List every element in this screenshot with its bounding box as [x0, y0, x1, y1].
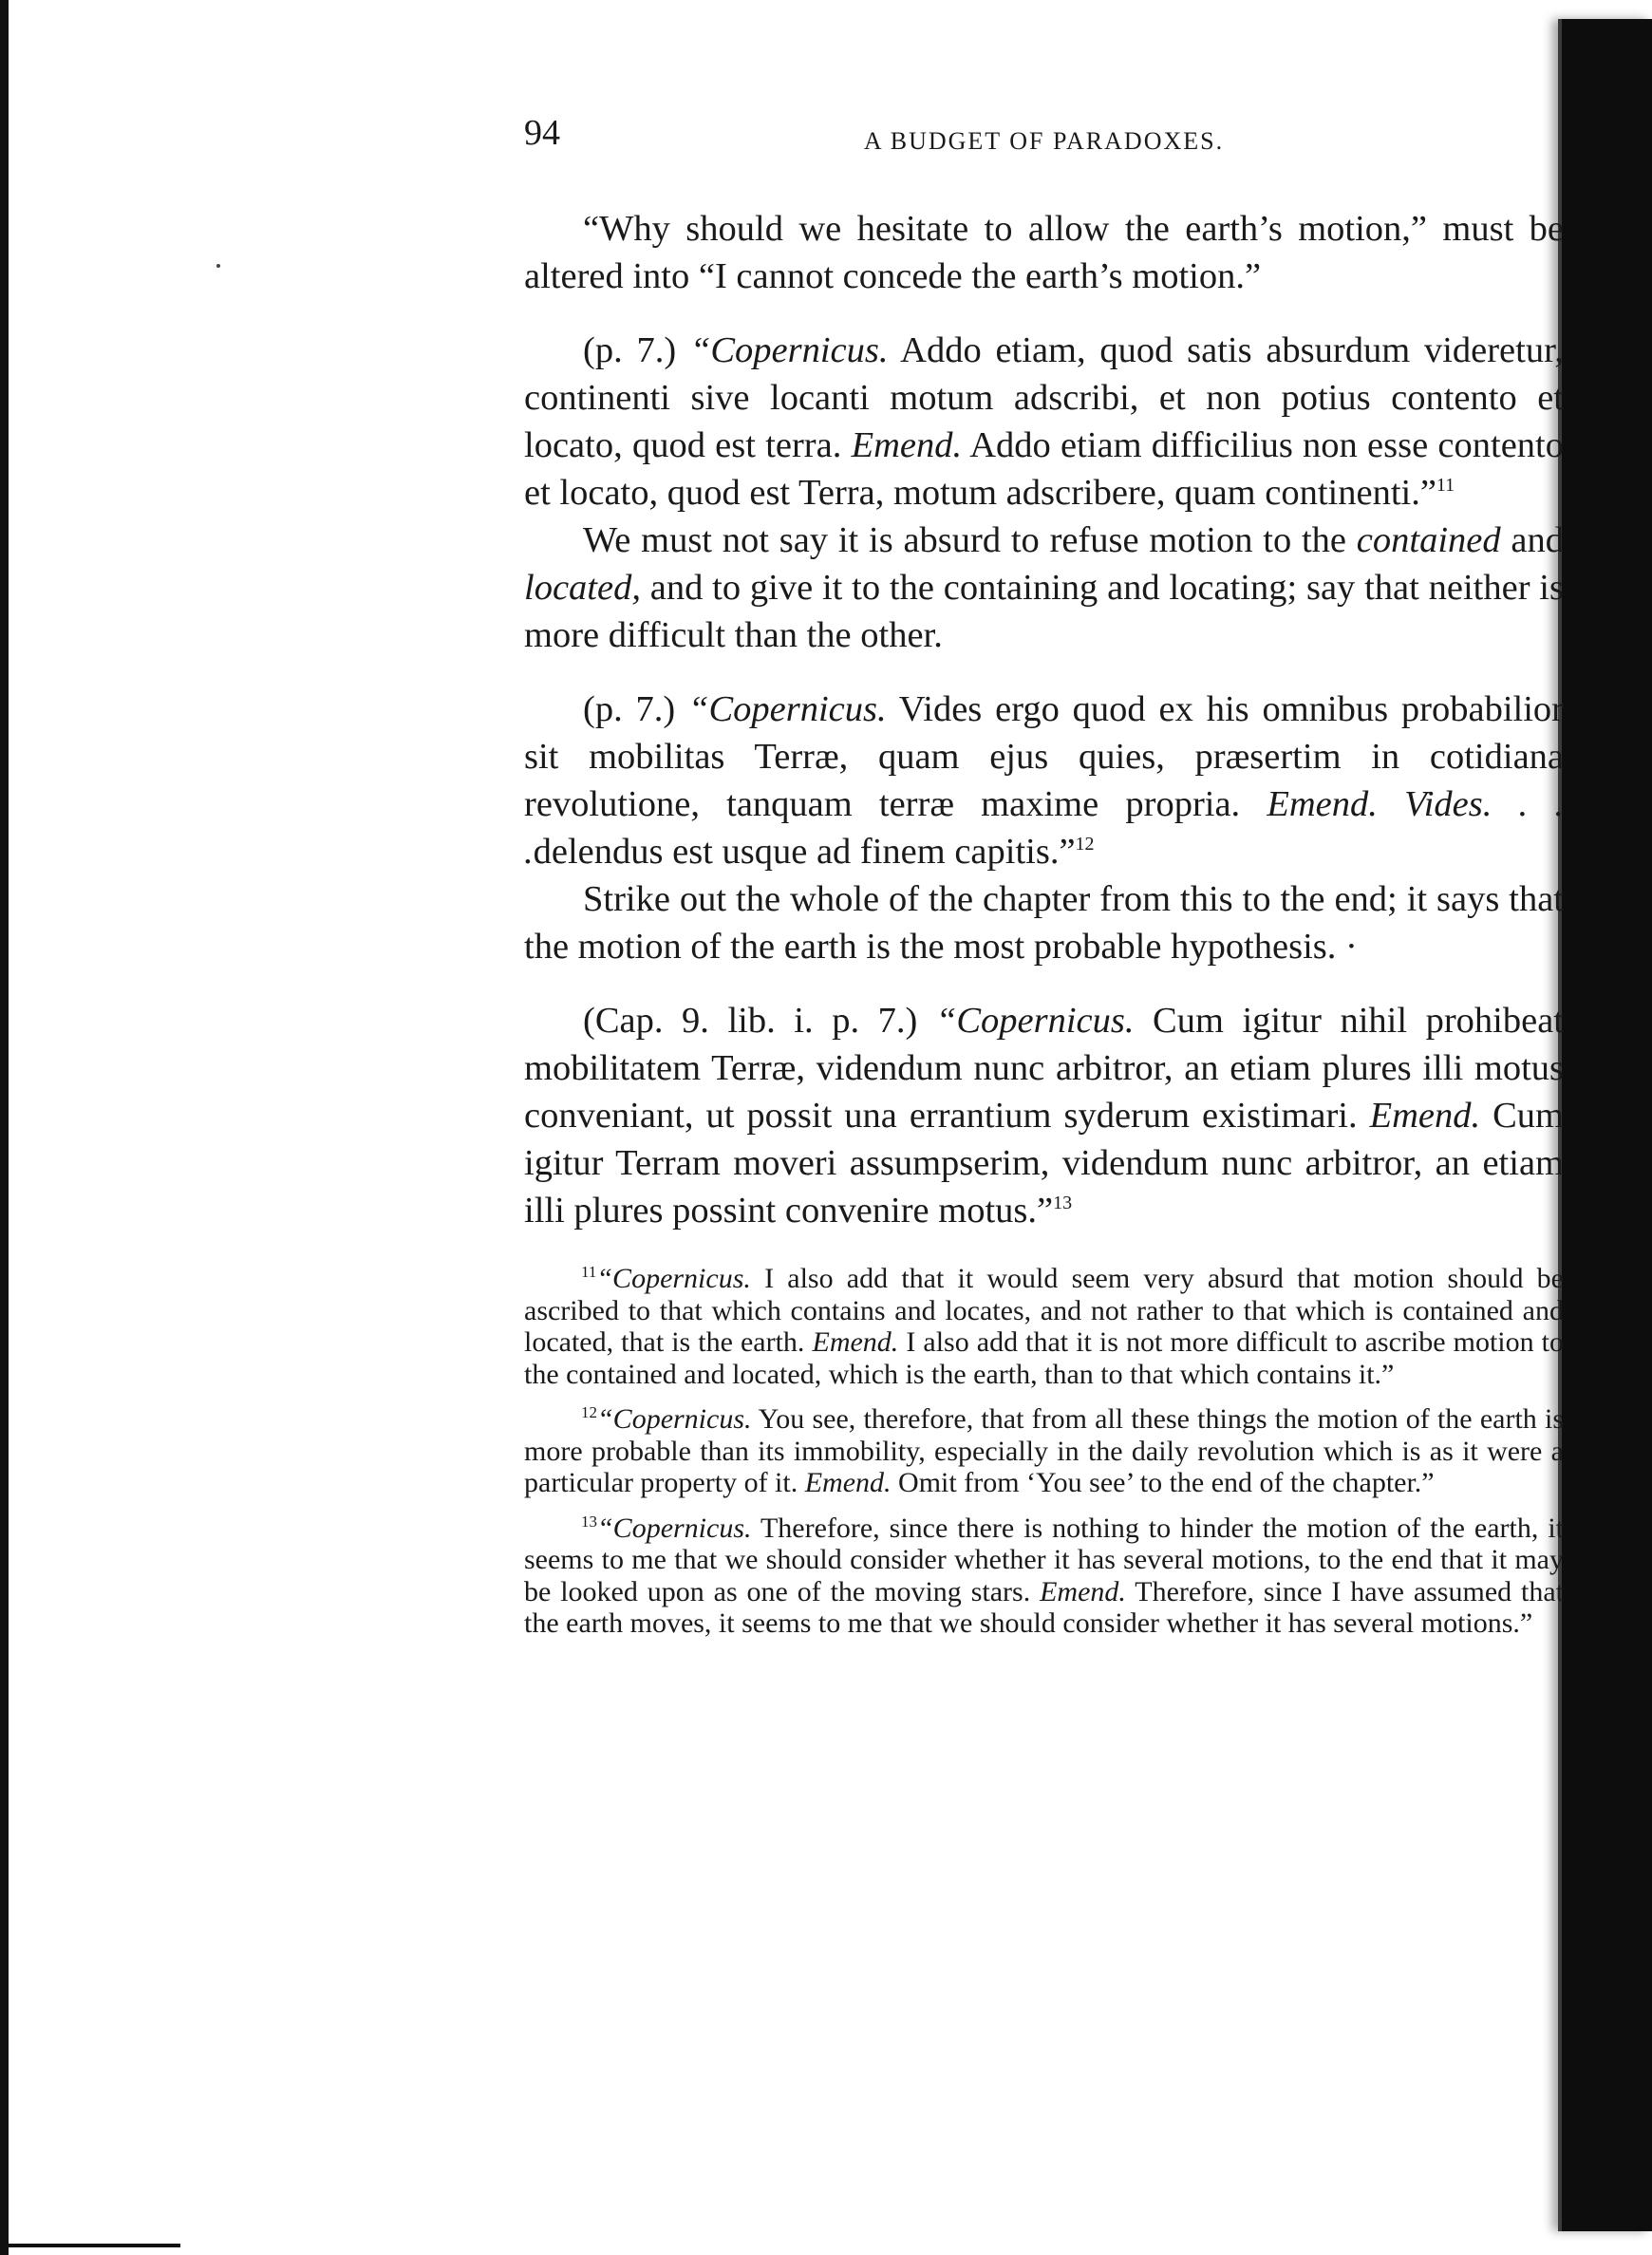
footnote-ref-11: 11: [1436, 475, 1455, 497]
latin-text-emended: Addo etiam difficilius non esse contento et locato, quod est Terra, motum adscribere, quam continenti.”: [524, 425, 1564, 513]
copernicus-label: “Copernicus.: [597, 1512, 752, 1544]
latin-text: Addo etiam, quod satis absurdum videretur, continenti sive locanti motum adscribi, et non potius contento et locato, quod est terra.: [524, 330, 1564, 465]
latin-text: Cum igitur nihil prohibeat mobilitatem Terræ, videndum nunc arbitror, an etiam plures illi motus conveniant, ut possit una errantium syderum existimari.: [524, 1001, 1564, 1136]
emphasis-contained: contained: [1356, 520, 1501, 560]
footnote-number: 11: [581, 1263, 597, 1281]
margin-speck: [216, 264, 220, 268]
footnote-12: [524, 1403, 1564, 1499]
latin-text-emended: delendus est usque ad finem capitis.”: [533, 832, 1076, 872]
paragraph-text: and to give it to the containing and locating; say that neither is more difficult than the other.: [524, 568, 1564, 655]
paragraph-why-should-we-hesitate: [524, 205, 1564, 300]
footnote-number: 12: [581, 1403, 597, 1421]
paragraph-copernicus-cum-igitur: [524, 997, 1564, 1234]
footnote-13: [524, 1513, 1564, 1640]
emend-label: Emend.: [851, 425, 963, 465]
paragraph-text: and: [1500, 520, 1564, 560]
emend-label: Emend. Vides. . . .: [524, 784, 1564, 872]
footnote-text: Therefore, since I have assumed that the earth moves, it seems to me that we should consider whether it has several motions.”: [524, 1575, 1565, 1639]
footnote-text: Therefore, since there is nothing to hinder the motion of the earth, it seems to me that we should consider whether it has several motions, to the end that it may be looked upon as one of the moving stars.: [524, 1512, 1564, 1607]
paragraph-text: “Why should we hesitate to allow the earth’s motion,” must be altered into “I cannot concede the earth’s motion.”: [524, 209, 1564, 296]
paragraph-gap: [524, 970, 1564, 997]
emend-label: Emend.: [804, 1467, 892, 1498]
copernicus-label: “Copernicus.: [689, 330, 889, 370]
page-number: 94: [524, 113, 560, 153]
copernicus-label: “Copernicus.: [935, 1001, 1135, 1041]
footnote-number: 13: [581, 1512, 597, 1531]
footnote-ref-13: 13: [1053, 1193, 1073, 1214]
page-reference: (p. 7.): [583, 689, 689, 729]
copernicus-label: “Copernicus.: [596, 1263, 751, 1294]
paragraph-copernicus-addo-etiam: [524, 327, 1564, 517]
bottom-edge-mark: [0, 2244, 180, 2247]
footnote-text: I also add that it is not more difficult to ascribe motion to the contained and located, which is the earth, than to that which contains it.”: [524, 1326, 1564, 1390]
paragraph-strike-out: [524, 875, 1564, 970]
footnotes: [524, 1263, 1564, 1640]
copernicus-label: “Copernicus.: [688, 689, 887, 729]
footnote-text: I also add that it would seem very absurd that motion should be ascribed to that which contains and locates, and not rather to that which is contained and located, that is the earth.: [524, 1263, 1564, 1358]
footnote-ref-12: 12: [1075, 834, 1095, 855]
emend-label: Emend.: [1040, 1575, 1126, 1607]
footnote-11: [524, 1263, 1564, 1390]
left-page-edge-shadow: [0, 0, 9, 2255]
paragraph-copernicus-vides-ergo: [524, 686, 1564, 875]
footnote-text: Omit from ‘You see’ to the end of the chapter.”: [891, 1467, 1435, 1498]
paragraph-text: Strike out the whole of the chapter from this to the end; it says that the motion of the earth is the most probable hypothesis. ·: [524, 879, 1564, 967]
running-head-title: A BUDGET OF PARADOXES.: [863, 127, 1225, 155]
right-page-edge-shadow: [1558, 19, 1652, 2231]
footnote-text: You see, therefore, that from all these things the motion of the earth is more probable than its immobility, especially in the daily revolution which is as it were a particular property of it.: [524, 1403, 1564, 1498]
emphasis-located: located,: [524, 568, 641, 608]
paragraph-gap: [524, 300, 1564, 327]
page-reference: (p. 7.): [583, 330, 690, 370]
emend-label: Emend.: [1369, 1096, 1481, 1136]
page-reference: (Cap. 9. lib. i. p. 7.): [583, 1001, 936, 1041]
running-head: [524, 112, 1564, 169]
paragraph-text: We must not say it is absurd to refuse motion to the: [583, 520, 1357, 560]
paragraph-gap: [524, 659, 1564, 686]
book-page: [524, 112, 1564, 1653]
latin-text-emended: Cum igitur Terram moveri assumpserim, videndum nunc arbitror, an etiam illi plures possint convenire motus.”: [524, 1096, 1564, 1231]
latin-text: Vides ergo quod ex his omnibus probabilior sit mobilitas Terræ, quam ejus quies, præsertim in cotidiana revolutione, tanquam terræ maxime propria.: [524, 689, 1564, 824]
paragraph-we-must-not-say: [524, 517, 1564, 659]
emend-label: Emend.: [812, 1326, 899, 1358]
copernicus-label: “Copernicus.: [597, 1403, 752, 1435]
